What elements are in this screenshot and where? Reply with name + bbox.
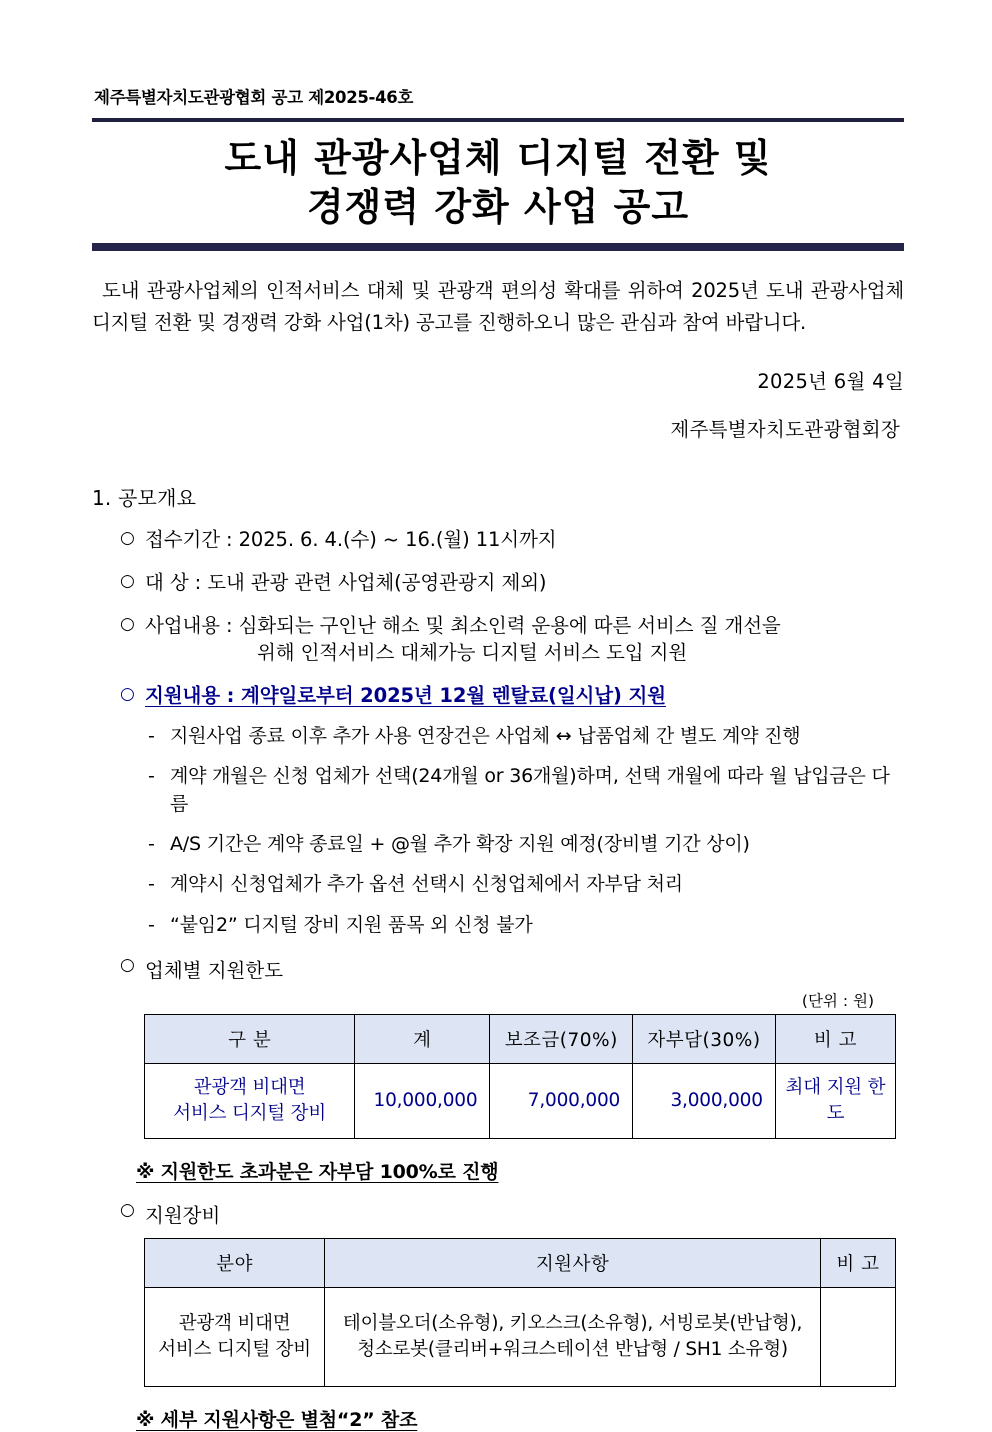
bullet-application-period xyxy=(92,526,904,554)
dash-bullet-icon: - xyxy=(148,832,155,855)
issuer-name: 제주특별자치도관광협회장 xyxy=(670,418,900,442)
cell-detail-line-2: 청소로봇(클리버+워크스테이션 반납형 / SH1 소유형) xyxy=(357,1339,788,1360)
support-limit-table xyxy=(144,1014,896,1139)
circle-bullet-icon: ○ xyxy=(120,1200,135,1220)
page-title-line-2: 경쟁력 강화 사업 공고 xyxy=(306,184,690,229)
support-detail-text: “붙임2” 디지털 장비 지원 품목 외 신청 불가 xyxy=(170,913,533,936)
table-row xyxy=(145,1288,896,1387)
limit-note-text: ※ 지원한도 초과분은 자부담 100%로 진행 xyxy=(136,1161,499,1183)
dash-bullet-icon: - xyxy=(148,724,155,747)
dash-bullet-icon: - xyxy=(148,765,155,788)
title-rule-bottom xyxy=(92,243,904,251)
circle-bullet-icon: ○ xyxy=(120,684,135,705)
section-1-heading: 1. 공모개요 xyxy=(92,486,197,511)
limit-section-heading xyxy=(92,955,904,983)
column-header-remark: 비 고 xyxy=(820,1239,895,1288)
cell-category-line-2: 서비스 디지털 장비 xyxy=(173,1103,326,1124)
equipment-note-text: ※ 세부 지원사항은 별첨“2” 참조 xyxy=(136,1409,418,1431)
cell-remark: 최대 지원 한도 xyxy=(775,1064,895,1139)
business-content-line-2: 위해 인적서비스 대체가능 디지털 서비스 도입 지원 xyxy=(257,641,688,665)
circle-bullet-icon: ○ xyxy=(120,613,135,634)
support-detail-text: 지원사업 종료 이후 추가 사용 연장건은 사업체 ↔ 납품업체 간 별도 계약 진행 xyxy=(170,724,801,747)
cell-remark xyxy=(820,1288,895,1387)
cell-self-pay: 3,000,000 xyxy=(633,1064,776,1139)
support-detail-item xyxy=(92,912,904,939)
support-detail-text: 계약시 신청업체가 추가 옵션 선택시 신청업체에서 자부담 처리 xyxy=(170,873,683,896)
document-number: 제주특별자치도관광협회 공고 제2025-46호 xyxy=(94,88,414,107)
column-header-self-pay: 자부담(30%) xyxy=(633,1015,776,1064)
intro-text: 도내 관광사업체의 인적서비스 대체 및 관광객 편의성 확대를 위하여 2025년 도내 관광사업체 디지털 전환 및 경쟁력 강화 사업(1차) 공고를 진행하오니 많은 관심과 참여 바랍니다. xyxy=(92,279,904,334)
page-title-line-1: 도내 관광사업체 디지털 전환 및 xyxy=(224,136,772,180)
equipment-section-heading xyxy=(92,1200,904,1228)
currency-unit-label: (단위 : 원) xyxy=(801,992,874,1010)
table-row xyxy=(145,1064,896,1139)
dash-bullet-icon: - xyxy=(148,873,155,896)
cell-total: 10,000,000 xyxy=(355,1064,490,1139)
business-content-line-1: 사업내용 : 심화되는 구인난 해소 및 최소인력 운용에 따른 서비스 질 개선을 xyxy=(145,613,781,637)
circle-bullet-icon: ○ xyxy=(120,528,135,549)
equipment-heading-text: 지원장비 xyxy=(145,1204,221,1227)
cell-detail xyxy=(325,1288,821,1387)
title-block xyxy=(92,122,904,237)
column-header-field: 분야 xyxy=(145,1239,325,1288)
target-text: 대 상 : 도내 관광 관련 사업체(공영관광지 제외) xyxy=(145,571,547,595)
table-header-row xyxy=(145,1015,896,1064)
business-content-text xyxy=(145,612,904,667)
table-header-row xyxy=(145,1239,896,1288)
dash-bullet-icon: - xyxy=(148,913,155,936)
equipment-note xyxy=(92,1405,904,1432)
bullet-support-content xyxy=(92,682,904,710)
support-detail-item xyxy=(92,723,904,750)
cell-field xyxy=(145,1288,325,1387)
limit-heading-text: 업체별 지원한도 xyxy=(145,959,284,982)
support-content-text: 지원내용 : 계약일로부터 2025년 12월 렌탈료(일시납) 지원 xyxy=(145,684,667,708)
limit-note xyxy=(92,1157,904,1184)
support-equipment-table xyxy=(144,1238,896,1387)
bullet-target xyxy=(92,569,904,597)
cell-category-line-1: 관광객 비대면 xyxy=(193,1077,306,1099)
circle-bullet-icon: ○ xyxy=(120,955,135,975)
cell-detail-line-1: 테이블오더(소유형), 키오스크(소유형), 서빙로봇(반납형), xyxy=(342,1313,803,1335)
support-detail-item xyxy=(92,871,904,898)
column-header-remark: 비 고 xyxy=(775,1015,895,1064)
application-period-text: 접수기간 : 2025. 6. 4.(수) ~ 16.(월) 11시까지 xyxy=(145,528,557,552)
cell-subsidy: 7,000,000 xyxy=(490,1064,633,1139)
intro-paragraph xyxy=(92,275,904,338)
cell-field-line-2: 서비스 디지털 장비 xyxy=(158,1339,311,1360)
column-header-subsidy: 보조금(70%) xyxy=(490,1015,633,1064)
column-header-detail: 지원사항 xyxy=(325,1239,821,1288)
announcement-date: 2025년 6월 4일 xyxy=(757,370,904,394)
support-detail-item xyxy=(92,831,904,858)
support-detail-list xyxy=(92,723,904,939)
section-1-bullets xyxy=(92,526,904,709)
bullet-business-content xyxy=(92,612,904,667)
column-header-total: 계 xyxy=(355,1015,490,1064)
column-header-category: 구 분 xyxy=(145,1015,355,1064)
cell-category xyxy=(145,1064,355,1139)
support-detail-text: A/S 기간은 계약 종료일 + @월 추가 확장 지원 예정(장비별 기간 상이) xyxy=(170,832,750,855)
circle-bullet-icon: ○ xyxy=(120,571,135,592)
cell-field-line-1: 관광객 비대면 xyxy=(178,1313,291,1335)
support-detail-text: 계약 개월은 신청 업체가 선택(24개월 or 36개월)하며, 선택 개월에 따라 월 납입금은 다름 xyxy=(170,765,890,815)
support-detail-item xyxy=(92,763,904,818)
